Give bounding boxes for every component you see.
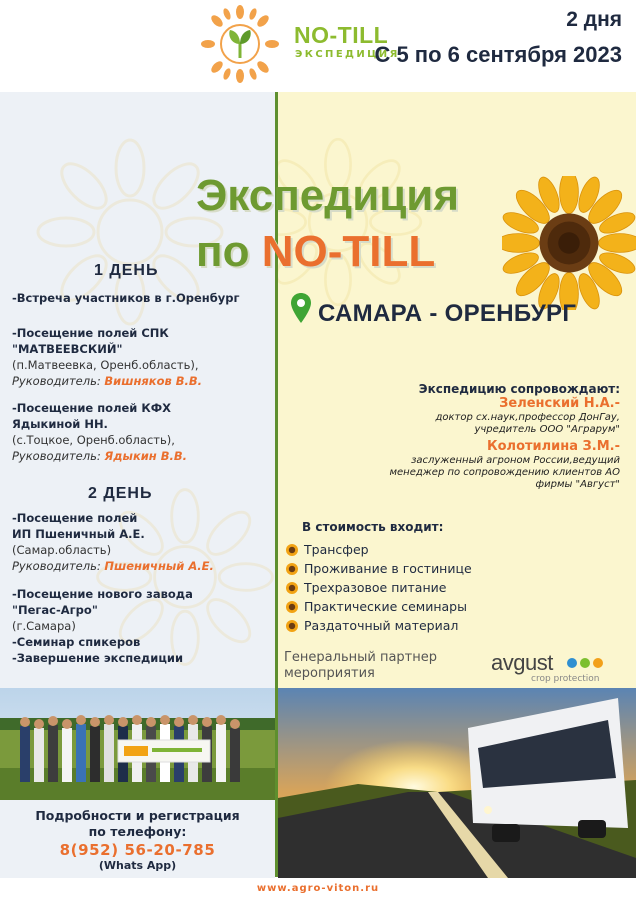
contact-block [0, 800, 275, 878]
day-1-visit-2 [12, 400, 187, 464]
manager-role-label: Руководитель: [12, 449, 101, 463]
program-item-text: "Пегас-Агро" [12, 603, 98, 617]
bus-on-road-photo [278, 688, 636, 878]
website-link[interactable]: www.agro-viton.ru [256, 883, 380, 894]
list-item [286, 616, 472, 635]
footer [0, 878, 636, 900]
program-item-location: (г.Самара) [12, 619, 76, 633]
manager-role-label: Руководитель: [12, 374, 101, 388]
program-item-text: -Завершение экспедиции [12, 651, 184, 665]
included-item-label: Проживание в гостинице [304, 561, 472, 576]
manager-role-label: Руководитель: [12, 559, 101, 573]
included-title: В стоимость входит: [302, 520, 444, 534]
list-item [286, 597, 472, 616]
program-item-text: -Посещение полей [12, 511, 138, 525]
escort-person-2-desc-line: менеджер по сопровождению клиентов АО [389, 467, 620, 478]
program-item-text: -Посещение полей СПК [12, 326, 169, 340]
included-item-label: Трехразовое питание [304, 580, 447, 595]
included-list [286, 540, 472, 635]
route: САМАРА - ОРЕНБУРГ [318, 300, 577, 327]
partner-label-line: мероприятия [284, 666, 375, 681]
sunflower-bullet-icon [286, 601, 298, 613]
day-2-visit-1 [12, 510, 214, 574]
contact-line-2: по телефону: [88, 824, 187, 839]
included-item-label: Трансфер [304, 542, 369, 557]
list-item [286, 540, 472, 559]
avgust-brand: avgust [491, 650, 553, 675]
escort-person-2-desc-line: заслуженный агроном России,ведущий [411, 455, 620, 466]
escort-person-1-desc-line: доктор сх.наук,профессор ДонГау, [435, 412, 620, 423]
day-2-visit-2 [12, 586, 193, 666]
program-item-location: (п.Матвеевка, Оренб.область), [12, 358, 199, 372]
program-item-text: Ядыкиной НН. [12, 417, 108, 431]
messenger-label: (Whats App) [98, 859, 177, 872]
program-item-text: -Посещение нового завода [12, 587, 193, 601]
manager-name: Пшеничный А.Е. [104, 559, 214, 573]
logo-title: NO-TILL [294, 22, 389, 48]
manager-name: Ядыкин В.В. [104, 449, 188, 463]
sunflower-bullet-icon [286, 544, 298, 556]
contact-line-1: Подробности и регистрация [35, 808, 240, 823]
location-pin-icon [290, 292, 312, 324]
program-item-text: -Встреча участников в г.Оренбург [12, 291, 240, 305]
avgust-tagline: crop protection [531, 674, 600, 684]
title-line-1: Экспедиция [196, 171, 460, 220]
day-1-visit-1 [12, 325, 202, 389]
included-item-label: Практические семинары [304, 599, 467, 614]
program-item-text: -Посещение полей КФХ [12, 401, 172, 415]
title-line-2 [196, 224, 435, 280]
day-2-heading: 2 ДЕНЬ [88, 485, 153, 502]
escort-person-2-description [320, 455, 620, 491]
avgust-dots-icon [567, 658, 603, 668]
sunflower-bullet-icon [286, 563, 298, 575]
list-item [286, 559, 472, 578]
sunflower-bullet-icon [286, 582, 298, 594]
escort-person-1-desc-line: учредитель ООО "Аграрум" [474, 424, 620, 435]
avgust-logo [491, 650, 600, 684]
list-item [286, 578, 472, 597]
program-item-location: (с.Тоцкое, Оренб.область), [12, 433, 175, 447]
escort-person-1-name: Зеленский Н.А.- [499, 396, 620, 411]
title-line-2-accent: NO-TILL [261, 227, 436, 276]
partner-label [284, 650, 437, 682]
program-item-text: ИП Пшеничный А.Е. [12, 527, 145, 541]
day-1-meet [12, 290, 240, 306]
sunflower-icon [502, 176, 636, 310]
sunflower-bullet-icon [286, 620, 298, 632]
event-dates: С 5 по 6 сентября 2023 [374, 42, 622, 67]
sunflower-logo-icon [200, 4, 280, 84]
day-1-heading: 1 ДЕНЬ [94, 262, 159, 279]
program-item-text: "МАТВЕЕВСКИЙ" [12, 342, 123, 356]
escort-person-2-desc-line: фирмы "Август" [535, 479, 620, 490]
program-item-location: (Самар.область) [12, 543, 112, 557]
logo-subtitle: ЭКСПЕДИЦИЯ [295, 49, 400, 60]
escort-person-2-name: Колотилина З.М.- [486, 439, 620, 454]
title-line-2-prefix: по [196, 227, 262, 276]
escort-title: Экспедицию сопровождают: [418, 382, 620, 396]
group-photo [0, 688, 275, 800]
escort-person-1-description [320, 412, 620, 436]
event-duration: 2 дня [566, 8, 622, 31]
program-item-text: -Семинар спикеров [12, 635, 141, 649]
manager-name: Вишняков В.В. [104, 374, 203, 388]
phone-number[interactable]: 8(952) 56-20-785 [59, 841, 216, 859]
partner-label-line: Генеральный партнер [284, 650, 437, 665]
included-item-label: Раздаточный материал [304, 618, 459, 633]
